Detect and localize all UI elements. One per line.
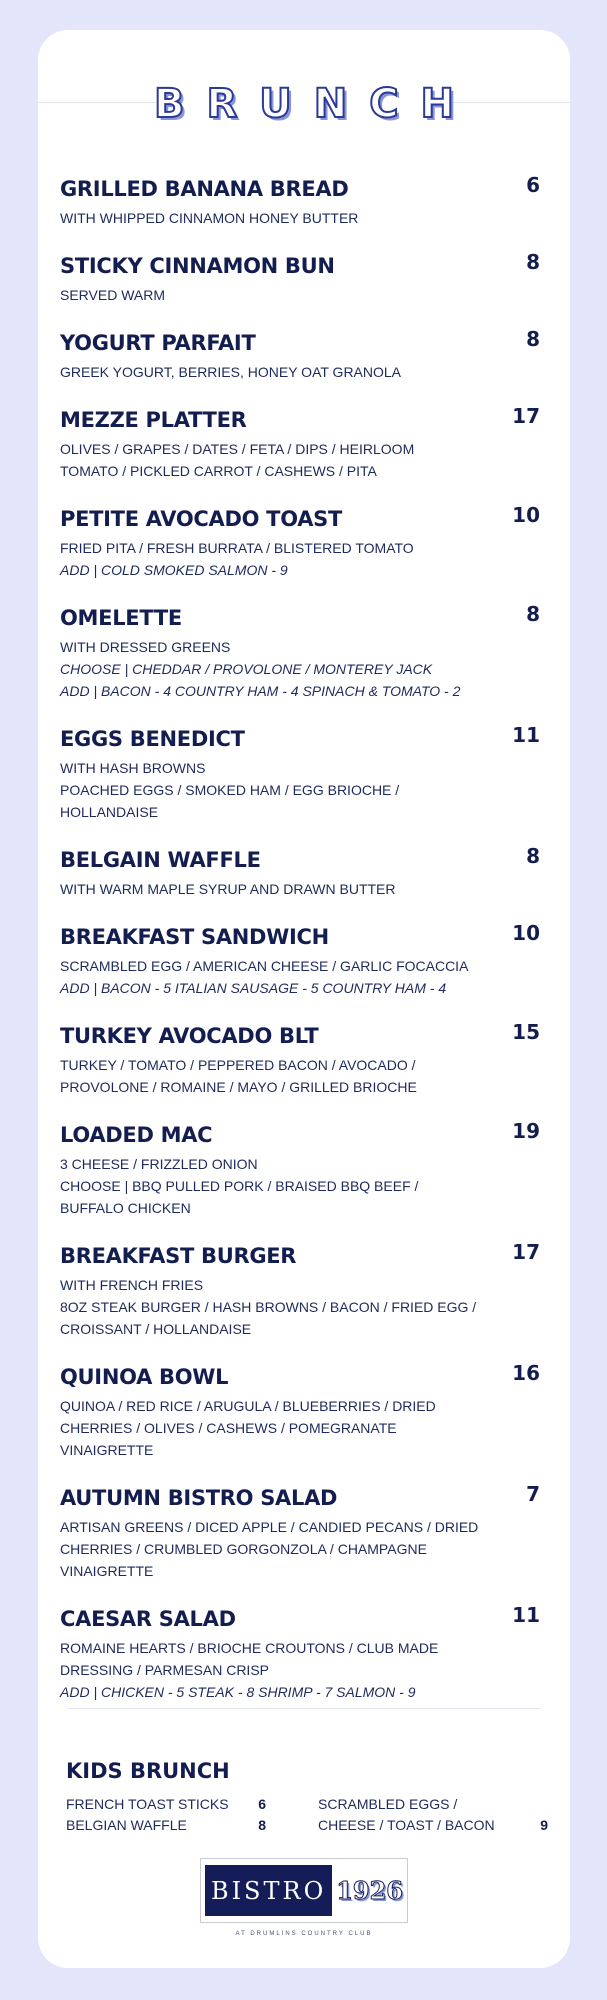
menu-item-description: ROMAINE HEARTS / BRIOCHE CROUTONS / CLUB MADE: [60, 1640, 439, 1656]
menu-item-name: EGGS BENEDICT: [60, 727, 245, 751]
menu-item-price: 8: [526, 327, 540, 351]
menu-item-description: BUFFALO CHICKEN: [60, 1200, 191, 1216]
menu-item-description: OLIVES / GRAPES / DATES / FETA / DIPS / HEIRLOOM: [60, 441, 415, 457]
bistro-logo: [200, 1858, 408, 1923]
menu-item-price: 19: [512, 1119, 540, 1143]
menu-item-description: SCRAMBLED EGG / AMERICAN CHEESE / GARLIC FOCACCIA: [60, 958, 469, 974]
logo-tagline: AT DRUMLINS COUNTRY CLUB: [235, 1931, 373, 1937]
menu-item-name: GRILLED BANANA BREAD: [60, 177, 349, 201]
menu-item-description: WITH HASH BROWNS: [60, 760, 206, 776]
menu-item-option: ADD | COLD SMOKED SALMON - 9: [60, 562, 288, 578]
menu-item: [60, 1240, 540, 1340]
kids-item: [66, 1815, 266, 1836]
kids-item-price: 9: [540, 1817, 548, 1833]
kids-item: [318, 1794, 548, 1836]
menu-item-name: OMELETTE: [60, 606, 182, 630]
menu-item-name: PETITE AVOCADO TOAST: [60, 507, 342, 531]
menu-item-description: TOMATO / PICKLED CARROT / CASHEWS / PITA: [60, 463, 377, 479]
menu-item-price: 11: [512, 723, 540, 747]
kids-title: KIDS BRUNCH: [66, 1759, 230, 1783]
kids-item-price: 6: [258, 1796, 266, 1812]
kids-item-name: BELGIAN WAFFLE: [66, 1817, 187, 1833]
menu-item-price: 17: [512, 1240, 540, 1264]
menu-item-description: CHOOSE | BBQ PULLED PORK / BRAISED BBQ BEEF /: [60, 1178, 419, 1194]
menu-item-description: VINAIGRETTE: [60, 1442, 154, 1458]
kids-item-price: 8: [258, 1817, 266, 1833]
logo-word: BISTRO: [205, 1865, 332, 1916]
menu-item: [60, 1603, 540, 1703]
menu-item: [60, 1482, 540, 1582]
menu-item-option: ADD | BACON - 5 ITALIAN SAUSAGE - 5 COUNTRY HAM - 4: [60, 980, 447, 996]
menu-item-price: 17: [512, 404, 540, 428]
menu-item-description: FRIED PITA / FRESH BURRATA / BLISTERED TOMATO: [60, 540, 414, 556]
menu-item-description: DRESSING / PARMESAN CRISP: [60, 1662, 270, 1678]
menu-item-price: 8: [526, 844, 540, 868]
menu-card: [38, 30, 570, 1968]
menu-item-description: SERVED WARM: [60, 287, 166, 303]
menu-item: [60, 503, 540, 581]
kids-column-right: [318, 1794, 548, 1836]
menu-item-name: QUINOA BOWL: [60, 1365, 229, 1389]
kids-item-name: SCRAMBLED EGGS / CHEESE / TOAST / BACON: [318, 1796, 495, 1833]
menu-item: [60, 723, 540, 823]
menu-item-price: 8: [526, 602, 540, 626]
menu-item-price: 16: [512, 1361, 540, 1385]
menu-item-name: STICKY CINNAMON BUN: [60, 254, 335, 278]
logo-year: 1926: [336, 1876, 403, 1905]
menu-item-description: GREEK YOGURT, BERRIES, HONEY OAT GRANOLA: [60, 364, 402, 380]
menu-item-name: BREAKFAST BURGER: [60, 1244, 297, 1268]
menu-item: [60, 1361, 540, 1461]
menu-item-description: CHERRIES / OLIVES / CASHEWS / POMEGRANATE: [60, 1420, 397, 1436]
menu-item-price: 7: [526, 1482, 540, 1506]
menu-items: [60, 173, 540, 1727]
menu-item-description: PROVOLONE / ROMAINE / MAYO / GRILLED BRIOCHE: [60, 1079, 417, 1095]
kids-item: [66, 1794, 266, 1815]
menu-item: [60, 173, 540, 229]
menu-item-description: CHERRIES / CRUMBLED GORGONZOLA / CHAMPAGNE: [60, 1541, 427, 1557]
menu-item-price: 15: [512, 1020, 540, 1044]
menu-item-option: ADD | BACON - 4 COUNTRY HAM - 4 SPINACH & TOMATO - 2: [60, 683, 461, 699]
menu-item-price: 11: [512, 1603, 540, 1627]
menu-item: [60, 250, 540, 306]
menu-item-description: CROISSANT / HOLLANDAISE: [60, 1321, 252, 1337]
menu-item-name: BELGAIN WAFFLE: [60, 848, 261, 872]
menu-item-description: 3 CHEESE / FRIZZLED ONION: [60, 1156, 258, 1172]
menu-item-option: CHOOSE | CHEDDAR / PROVOLONE / MONTEREY JACK: [60, 661, 433, 677]
menu-item-description: HOLLANDAISE: [60, 804, 159, 820]
section-divider: [68, 1708, 540, 1709]
menu-item: [60, 1020, 540, 1098]
menu-item: [60, 602, 540, 702]
menu-item-description: ARTISAN GREENS / DICED APPLE / CANDIED PECANS / DRIED: [60, 1519, 479, 1535]
menu-item-option: ADD | CHICKEN - 5 STEAK - 8 SHRIMP - 7 SALMON - 9: [60, 1684, 416, 1700]
menu-item-name: BREAKFAST SANDWICH: [60, 925, 329, 949]
menu-title: BRUNCH: [153, 81, 477, 127]
menu-item-description: WITH DRESSED GREENS: [60, 639, 231, 655]
menu-item-name: AUTUMN BISTRO SALAD: [60, 1486, 338, 1510]
kids-item-name: FRENCH TOAST STICKS: [66, 1796, 229, 1812]
menu-item-description: WITH WHIPPED CINNAMON HONEY BUTTER: [60, 210, 359, 226]
menu-item-description: WITH WARM MAPLE SYRUP AND DRAWN BUTTER: [60, 881, 396, 897]
menu-item-name: LOADED MAC: [60, 1123, 213, 1147]
menu-item: [60, 327, 540, 383]
menu-item-description: TURKEY / TOMATO / PEPPERED BACON / AVOCADO /: [60, 1057, 416, 1073]
kids-section: [66, 1758, 548, 1833]
menu-item-description: VINAIGRETTE: [60, 1563, 154, 1579]
menu-item: [60, 1119, 540, 1219]
menu-item-name: TURKEY AVOCADO BLT: [60, 1024, 319, 1048]
menu-item-name: YOGURT PARFAIT: [60, 331, 256, 355]
menu-item-price: 6: [526, 173, 540, 197]
menu-item-name: CAESAR SALAD: [60, 1607, 236, 1631]
menu-item-description: WITH FRENCH FRIES: [60, 1277, 204, 1293]
menu-item-price: 8: [526, 250, 540, 274]
menu-item-description: QUINOA / RED RICE / ARUGULA / BLUEBERRIES / DRIED: [60, 1398, 436, 1414]
menu-item: [60, 921, 540, 999]
menu-item-description: 8OZ STEAK BURGER / HASH BROWNS / BACON / FRIED EGG /: [60, 1299, 477, 1315]
kids-column-left: [66, 1794, 266, 1836]
menu-item: [60, 844, 540, 900]
menu-item-name: MEZZE PLATTER: [60, 408, 247, 432]
menu-item-description: POACHED EGGS / SMOKED HAM / EGG BRIOCHE /: [60, 782, 400, 798]
menu-item-price: 10: [512, 503, 540, 527]
menu-item: [60, 404, 540, 482]
menu-item-price: 10: [512, 921, 540, 945]
